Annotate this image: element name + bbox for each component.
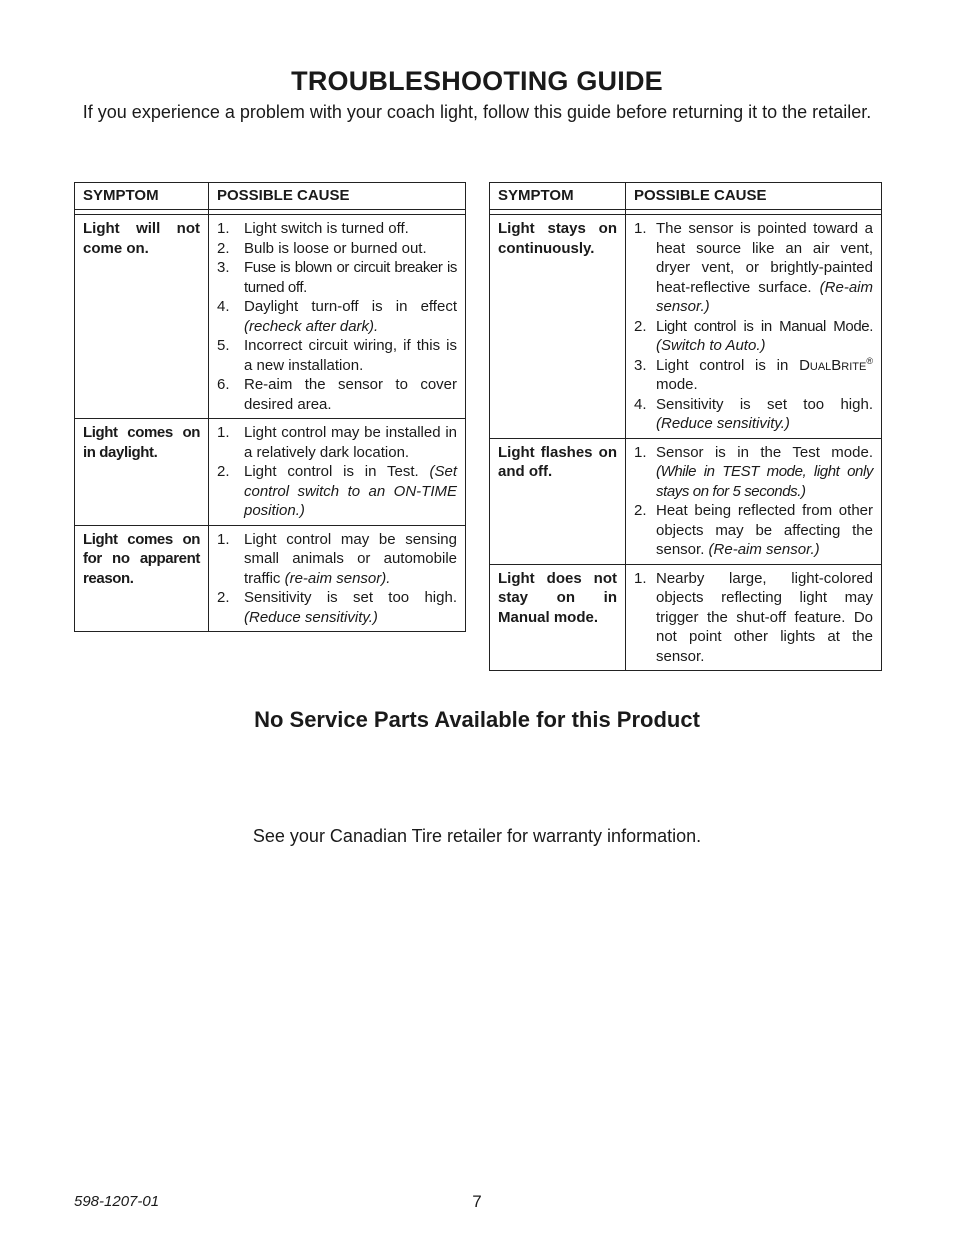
cause-cell	[626, 438, 882, 564]
symptom-header: SYMPTOM	[490, 183, 626, 210]
page-title: TROUBLESHOOTING GUIDE	[291, 66, 663, 96]
list-item: 2. Heat being reflected from other objects may be affecting the sensor. (Re-aim sensor.)	[634, 502, 873, 558]
cause-cell	[209, 215, 466, 419]
list-item: 2. Light control is in Test. (Set control switch to an ON-TIME position.)	[217, 463, 457, 519]
table-row	[490, 215, 882, 439]
list-item: 2. Sensitivity is set too high. (Reduce sensitivity.)	[217, 589, 457, 626]
symptom-cell: Light does not stay on in Manual mode.	[490, 564, 626, 671]
table-row	[490, 564, 882, 671]
table-row	[490, 438, 882, 564]
cause-header: POSSIBLE CAUSE	[209, 183, 466, 210]
cause-cell	[209, 525, 466, 632]
symptom-cell: Light will not come on.	[75, 215, 209, 419]
list-item: 3. Light control is in DualBrite® mode.	[634, 355, 873, 393]
intro-text: If you experience a problem with your coach light, follow this guide before returning it to the retailer.	[82, 102, 872, 122]
symptom-cell: Light stays on continuously.	[490, 215, 626, 439]
troubleshooting-table-left	[74, 182, 466, 632]
list-item: 2. Light control is in Manual Mode. (Switch to Auto.)	[634, 317, 873, 354]
list-item: 2. Bulb is loose or burned out.	[217, 239, 427, 257]
list-item: 6. Re-aim the sensor to cover desired area.	[217, 376, 457, 413]
dualbrite-brand: DualBrite	[799, 356, 867, 374]
cause-header: POSSIBLE CAUSE	[626, 183, 882, 210]
document-code: 598-1207-01	[74, 1193, 160, 1210]
table-row	[75, 419, 466, 526]
cause-cell	[626, 215, 882, 439]
list-item: 1. The sensor is pointed toward a heat source like an air vent, dryer vent, or brightly-painted heat-reflective surface. (Re-aim sensor.)	[634, 220, 873, 315]
list-item: 1. Light control may be sensing small animals or automobile traffic (re-aim sensor).	[217, 530, 457, 587]
list-item: 5. Incorrect circuit wiring, if this is a new installation.	[217, 337, 457, 374]
table-row	[75, 525, 466, 632]
symptom-cell: Light comes on for no apparent reason.	[75, 525, 209, 632]
list-item: 1. Light control may be installed in a relatively dark location.	[217, 424, 457, 461]
cause-cell	[626, 564, 882, 671]
no-service-parts-heading: No Service Parts Available for this Product	[254, 707, 700, 732]
symptom-cell: Light flashes on and off.	[490, 438, 626, 564]
list-item: 1. Light switch is turned off.	[217, 220, 409, 237]
troubleshooting-table-right	[489, 182, 882, 671]
cause-cell	[209, 419, 466, 526]
list-item: 4. Sensitivity is set too high. (Reduce sensitivity.)	[634, 395, 873, 432]
list-item: 4. Daylight turn-off is in effect (recheck after dark).	[217, 298, 457, 335]
list-item: 3. Fuse is blown or circuit breaker is turned off.	[217, 259, 457, 296]
table-header-row	[490, 183, 882, 210]
symptom-header: SYMPTOM	[75, 183, 209, 210]
symptom-cell: Light comes on in daylight.	[75, 419, 209, 526]
list-item: 1. Nearby large, light-colored objects reflecting light may trigger the shut-off feature. Do not point other lights at the sensor.	[634, 569, 873, 665]
list-item: 1. Sensor is in the Test mode. (While in TEST mode, light only stays on for 5 seconds.)	[634, 443, 873, 500]
table-row	[75, 215, 466, 419]
warranty-note: See your Canadian Tire retailer for warranty information.	[252, 826, 702, 846]
page-number: 7	[472, 1192, 482, 1211]
table-header-row	[75, 183, 466, 210]
